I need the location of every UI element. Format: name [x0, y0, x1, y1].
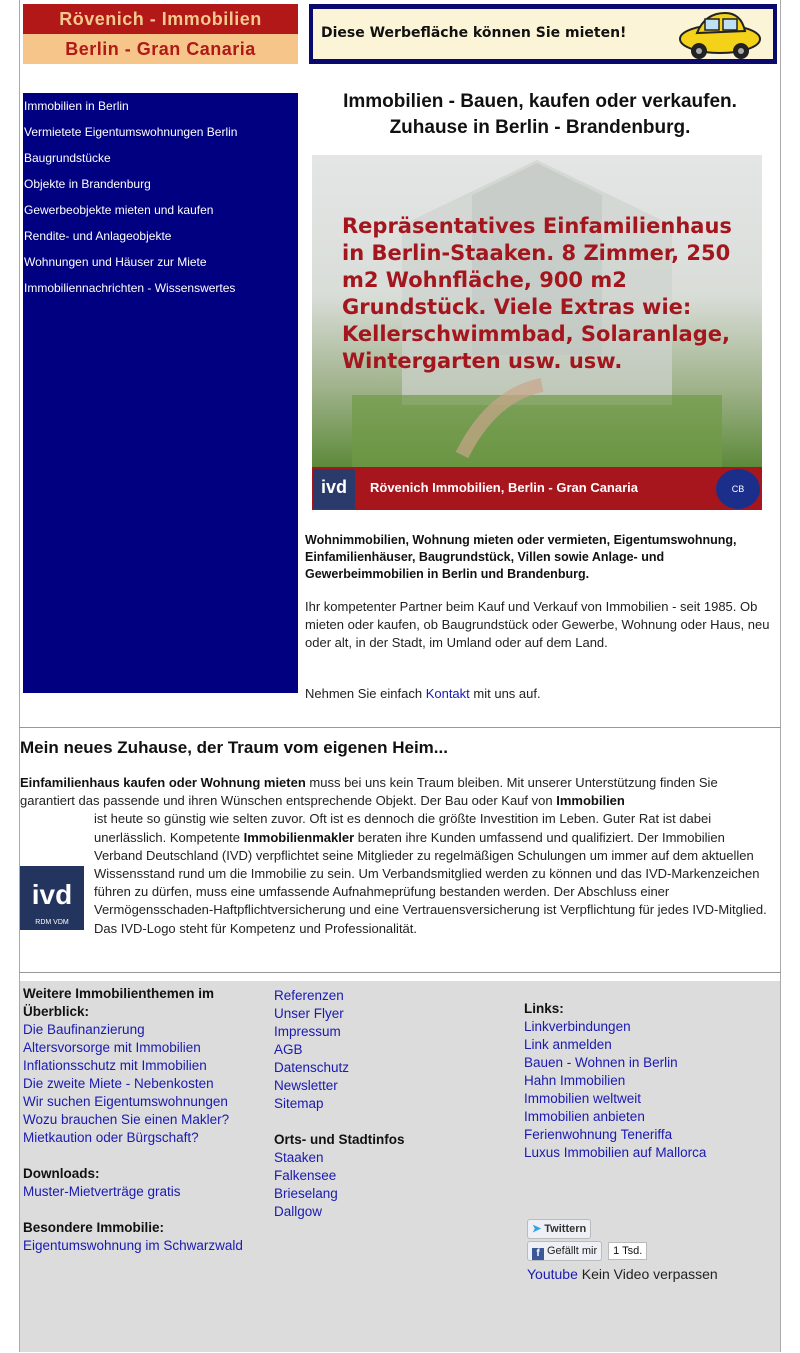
text-fragment: beraten ihre Kunden umfassend und qualifiziert. Der Immobilien Verband Deutschland (IVD) verpflichtet seine Mitglieder zu regelmäßigen Schulungen um immer auf dem aktuellen Wissensstand rund um die Immobilie zu sein. Um Verbandsmitglied werden zu können und das IVD-Markenzeichen führen zu dürfen, muss eine umfassende Aufnahmeprüfung bestanden werden. Der Abschluss einer Vermögensschaden-Haftpflichtversicherung und eine Vertrauensversicherung ist Verpflichtung für jedes IVD-Mitglied. Das IVD-Logo steht für Kompetenz und Professionalität. — [94, 829, 767, 936]
twitter-button[interactable] — [527, 1219, 591, 1239]
sidebar-nav — [23, 93, 298, 693]
footer-link[interactable]: Impressum — [274, 1024, 341, 1039]
contact-suffix: mit uns auf. — [469, 686, 541, 701]
ad-banner-text: Diese Werbefläche können Sie mieten! — [321, 25, 627, 41]
contact-prefix: Nehmen Sie einfach — [305, 686, 426, 701]
nav-item-miete[interactable] — [23, 253, 298, 279]
facebook-label: Gefällt mir — [547, 1245, 598, 1257]
nav-item-gewerbeobjekte[interactable] — [23, 201, 298, 227]
facebook-like-button[interactable] — [527, 1241, 602, 1261]
bold-phrase: Einfamilienhaus kaufen oder Wohnung mieten — [20, 775, 306, 790]
twitter-bird-icon: ➤ — [532, 1223, 542, 1235]
youtube-line — [527, 1265, 718, 1283]
footer-link[interactable]: Immobilien anbieten — [524, 1109, 645, 1124]
ad-banner-inner — [313, 9, 773, 59]
page-title — [305, 89, 775, 141]
contact-link[interactable]: Kontakt — [425, 686, 470, 701]
logo-line-1: Rövenich - Immobilien — [23, 4, 298, 34]
section-paragraph — [20, 774, 770, 938]
ad-banner[interactable] — [309, 4, 777, 64]
photo-strip-text: Rövenich Immobilien, Berlin - Gran Canaria — [370, 480, 639, 495]
text-fragment: ist heute so günstig wie selten zuvor. Oft ist es dennoch die größte Investition im Leben. Guter Rat ist dabei unerlässlich. Kompetente — [94, 811, 712, 845]
yellow-car-icon — [675, 9, 765, 61]
nav-link[interactable]: Wohnungen und Häuser zur Miete — [24, 255, 207, 269]
footer-link[interactable]: Bauen - Wohnen in Berlin — [524, 1055, 678, 1070]
footer-column-links — [524, 1000, 706, 1162]
ivd-logo-icon: ivd — [313, 469, 355, 509]
footer-link[interactable]: Dallgow — [274, 1204, 323, 1219]
divider — [19, 972, 781, 973]
bold-phrase: Immobilien — [556, 793, 625, 809]
nav-item-objekte-brandenburg[interactable] — [23, 175, 298, 201]
footer-heading-themes: Weitere Immobilienthemen im Überblick: — [23, 986, 215, 1019]
footer-link[interactable]: AGB — [274, 1042, 303, 1057]
ivd-logo-text: ivd — [31, 879, 73, 911]
site-logo[interactable] — [23, 4, 298, 64]
twitter-label: Twittern — [544, 1223, 587, 1235]
photo-caption: Repräsentatives Einfamilienhaus in Berlin-Staaken. 8 Zimmer, 250 m2 Wohnfläche, 900 m2 Grundstück. Viele Extras wie: Kellerschwimmbad, Solaranlage, Wintergarten usw. usw. — [342, 214, 732, 373]
nav-link[interactable]: Gewerbeobjekte mieten und kaufen — [24, 203, 214, 217]
footer-link[interactable]: Immobilien weltweit — [524, 1091, 642, 1106]
footer-link[interactable]: Luxus Immobilien auf Mallorca — [524, 1145, 707, 1160]
divider — [19, 727, 781, 728]
footer-link[interactable]: Hahn Immobilien — [524, 1073, 626, 1088]
footer-link[interactable]: Altersvorsorge mit Immobilien — [23, 1040, 201, 1055]
nav-link[interactable]: Immobiliennachrichten - Wissenswertes — [24, 281, 236, 295]
footer-link[interactable]: Eigentumswohnung im Schwarzwald — [23, 1238, 243, 1253]
house-photo — [312, 155, 762, 467]
footer-heading-orts: Orts- und Stadtinfos — [274, 1132, 405, 1147]
certification-seal-icon: CB — [716, 469, 760, 509]
nav-link[interactable]: Baugrundstücke — [24, 151, 111, 165]
footer-link[interactable]: Wozu brauchen Sie einen Makler? — [23, 1112, 230, 1127]
footer-column-info — [274, 987, 405, 1221]
footer-link[interactable]: Staaken — [274, 1150, 324, 1165]
contact-line — [305, 685, 775, 703]
footer-heading-downloads: Downloads: — [23, 1166, 100, 1181]
nav-item-rendite[interactable] — [23, 227, 298, 253]
footer-heading-special: Besondere Immobilie: — [23, 1220, 165, 1235]
social-buttons — [527, 1219, 718, 1283]
ivd-logo-icon — [20, 866, 84, 930]
intro-paragraph: Ihr kompetenter Partner beim Kauf und Verkauf von Immobilien - seit 1985. Ob mieten oder kaufen, ob Baugrundstück oder Gewerbe, Wohnung oder Haus, neu oder alt, in der Stadt, im Umland oder auf dem Land. — [305, 599, 770, 650]
footer-link[interactable]: Unser Flyer — [274, 1006, 344, 1021]
featured-property-image[interactable] — [312, 155, 762, 510]
footer-heading-links: Links: — [524, 1001, 564, 1016]
youtube-text: Kein Video verpassen — [577, 1266, 718, 1282]
nav-link[interactable]: Objekte in Brandenburg — [24, 177, 151, 191]
footer-link[interactable]: Referenzen — [274, 988, 344, 1003]
photo-strip — [312, 467, 762, 510]
page-title-line-1: Immobilien - Bauen, kaufen oder verkaufen. — [343, 91, 737, 112]
footer-link[interactable]: Datenschutz — [274, 1060, 350, 1075]
page-title-line-2: Zuhause in Berlin - Brandenburg. — [389, 117, 691, 138]
footer-link[interactable]: Muster-Mietverträge gratis — [23, 1184, 181, 1199]
footer-link[interactable]: Mietkaution oder Bürgschaft? — [23, 1130, 199, 1145]
footer-link[interactable]: Sitemap — [274, 1096, 324, 1111]
section-heading: Mein neues Zuhause, der Traum vom eigenen Heim... — [20, 738, 448, 757]
nav-item-baugrundstuecke[interactable] — [23, 149, 298, 175]
like-count: 1 Tsd. — [608, 1242, 647, 1260]
nav-link[interactable]: Immobilien in Berlin — [24, 99, 129, 113]
footer-link[interactable]: Die Baufinanzierung — [23, 1022, 145, 1037]
footer-link[interactable]: Linkverbindungen — [524, 1019, 631, 1034]
footer-link[interactable]: Link anmelden — [524, 1037, 612, 1052]
nav-item-vermietete-wohnungen[interactable] — [23, 123, 298, 149]
footer-link[interactable]: Inflationsschutz mit Immobilien — [23, 1058, 207, 1073]
footer-link[interactable]: Newsletter — [274, 1078, 338, 1093]
youtube-link[interactable]: Youtube — [527, 1266, 578, 1282]
footer-link[interactable]: Brieselang — [274, 1186, 338, 1201]
footer-column-themes — [23, 985, 268, 1255]
footer-link[interactable]: Die zweite Miete - Nebenkosten — [23, 1076, 214, 1091]
intro-bold-text: Wohnimmobilien, Wohnung mieten oder vermieten, Eigentumswohnung, Einfamilienhäuser, Baugrundstück, Villen sowie Anlage- und Gewerbeimmobilien in Berlin und Brandenburg. — [305, 533, 737, 581]
footer-link[interactable]: Falkensee — [274, 1168, 337, 1183]
footer-link[interactable]: Wir suchen Eigentumswohnungen — [23, 1094, 228, 1109]
nav-item-nachrichten[interactable] — [23, 279, 298, 305]
facebook-icon: f — [532, 1248, 544, 1260]
ivd-logo-subtext: RDM VDM — [35, 919, 69, 927]
footer — [20, 981, 780, 1352]
footer-link[interactable]: Ferienwohnung Teneriffa — [524, 1127, 673, 1142]
bold-phrase: Immobilienmakler — [243, 829, 355, 845]
nav-item-immobilien-berlin[interactable] — [23, 97, 298, 123]
nav-link[interactable]: Vermietete Eigentumswohnungen Berlin — [24, 125, 238, 139]
logo-line-2: Berlin - Gran Canaria — [23, 34, 298, 64]
nav-link[interactable]: Rendite- und Anlageobjekte — [24, 229, 172, 243]
text-fragment: muss bei uns kein Traum bleiben. Mit unserer Unterstützung finden Sie garantiert das passende und ihren Wünschen entsprechende Objekt. Der Bau oder Kauf von — [20, 775, 718, 809]
